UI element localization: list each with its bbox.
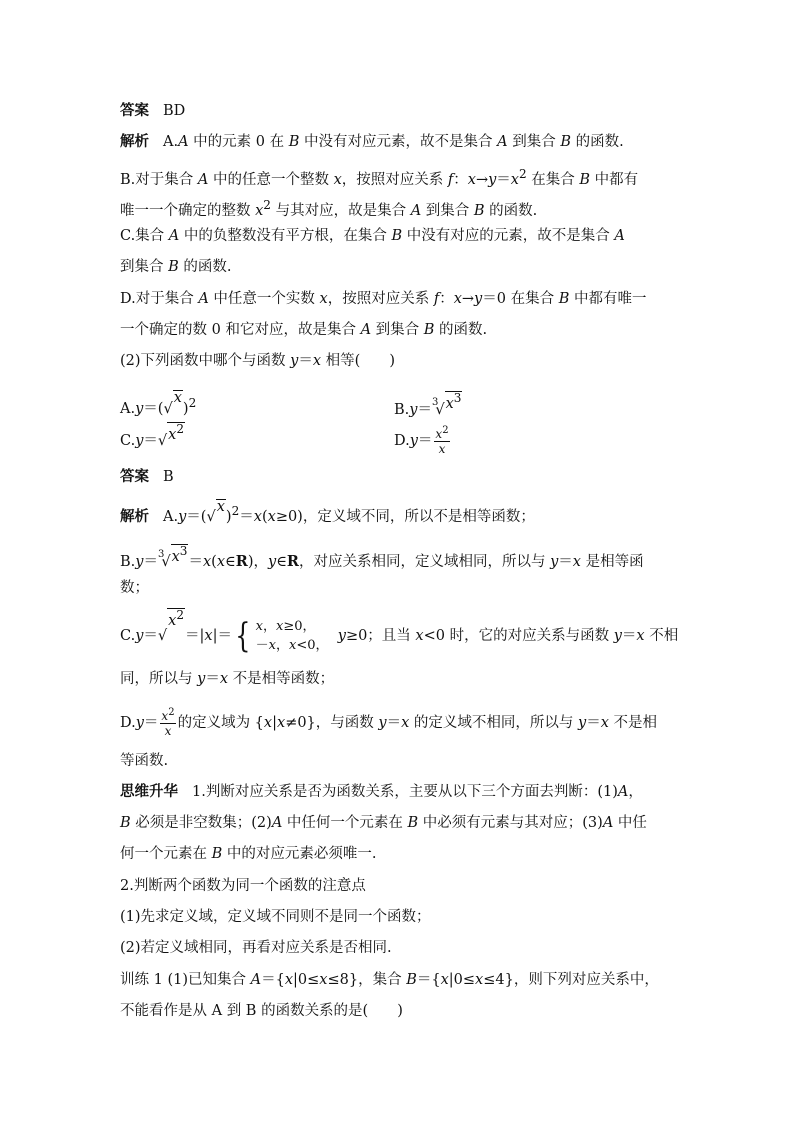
summary-line-5: (1)先求定义域，定义域不同则不是同一个函数；	[120, 909, 431, 926]
option-b: B.y＝$^3$√ $x^3$	[394, 390, 462, 418]
training-line-1: 训练 1 (1)已知集合 A＝{x|0≤x≤8}，集合 B＝{x|0≤x≤4}，则下列对应关系中，	[120, 971, 659, 988]
answer-line-1	[120, 96, 676, 127]
option-d: D.y＝ $\frac{x^2}{x}$	[394, 425, 449, 457]
analysis-line-c2: 到集合 B 的函数.	[120, 259, 232, 276]
question-2-stem: (2)下列函数中哪个与函数 y＝x 相等( )	[120, 353, 395, 370]
document-page	[120, 96, 679, 1027]
training-title: 训练 1	[120, 971, 163, 988]
answer-value: B	[163, 468, 174, 485]
options-row-1	[120, 384, 676, 422]
summary-line-2: B 必须是非空数集；(2)A 中任何一个元素在 B 中必须有元素与其对应；(3)A 中任	[120, 815, 647, 832]
summary-line-1: 思维升华 1.判断对应关系是否为函数关系，主要从以下三个方面去判断：(1)A，	[120, 783, 643, 800]
analysis-line-b1: B.对于集合 A 中的任意一个整数 x，按照对应关系 f：$x\to y=x^2$ 在集合 B 中都有	[120, 166, 639, 188]
summary-line-4: 2.判断两个函数为同一个函数的注意点	[120, 877, 366, 894]
analysis2-line-a: 解析 A.y＝(√ x )$^2$＝x(x≥0)，定义域不同，所以不是相等函数；	[120, 498, 535, 525]
option-a: A.y＝(√ x )$^2$	[120, 389, 197, 417]
answer-line-2	[120, 462, 676, 493]
analysis-line-d1: D.对于集合 A 中任意一个实数 x，按照对应关系 f：x→y＝0 在集合 B 中都有唯一	[120, 290, 647, 307]
summary-line-3: 何一个元素在 B 中的对应元素必须唯一.	[120, 846, 377, 863]
summary-label: 思维升华	[120, 783, 178, 800]
analysis2-line-c2: 同，所以与 y＝x 不是相等函数；	[120, 671, 335, 688]
analysis-label: 解析	[120, 134, 149, 151]
analysis-line-d2: 一个确定的数 0 和它对应，故是集合 A 到集合 B 的函数.	[120, 322, 488, 339]
analysis2-line-d1: D.y＝ $\frac{x^2}{x}$ 的定义域为 {x|x≠0}，与函数 y＝x 的定义域不相同，所以与 y＝x 不是相	[120, 707, 658, 739]
answer-value: BD	[163, 103, 186, 119]
training-line-2: 不能看作是从 A 到 B 的函数关系的是( )	[120, 1002, 403, 1019]
answer-label: 答案	[120, 103, 149, 119]
analysis2-line-b2: 数；	[120, 579, 149, 596]
analysis2-line-c1: C.y＝√ $x^2$ ＝|x|＝ { x，x≥0， －x，x<0， y≥0；且当 x<0 时，它的对应关系与函数 y＝x 不相	[120, 608, 679, 657]
summary-line-6: (2)若定义域相同，再看对应关系是否相同.	[120, 940, 392, 957]
options-row-2	[120, 422, 676, 460]
analysis-label: 解析	[120, 508, 149, 525]
option-c: C.y＝√ $x^2$	[120, 421, 185, 449]
analysis2-line-b1: B.y＝$^3$√ $x^3$ ＝x(x∈R)，y∈R，对应关系相同，定义域相同，所以与 y＝x 是相等函	[120, 543, 644, 570]
analysis-line-c1: C.集合 A 中的负整数没有平方根，在集合 B 中没有对应的元素，故不是集合 A	[120, 228, 625, 245]
analysis2-line-d2: 等函数.	[120, 752, 169, 769]
answer-label: 答案	[120, 468, 149, 485]
analysis-line-b2: 唯一一个确定的整数 $x^2$ 与其对应，故是集合 A 到集合 B 的函数.	[120, 197, 538, 219]
analysis-line-a: 解析 A.A 中的元素 0 在 B 中没有对应元素，故不是集合 A 到集合 B 的函数.	[120, 134, 624, 151]
